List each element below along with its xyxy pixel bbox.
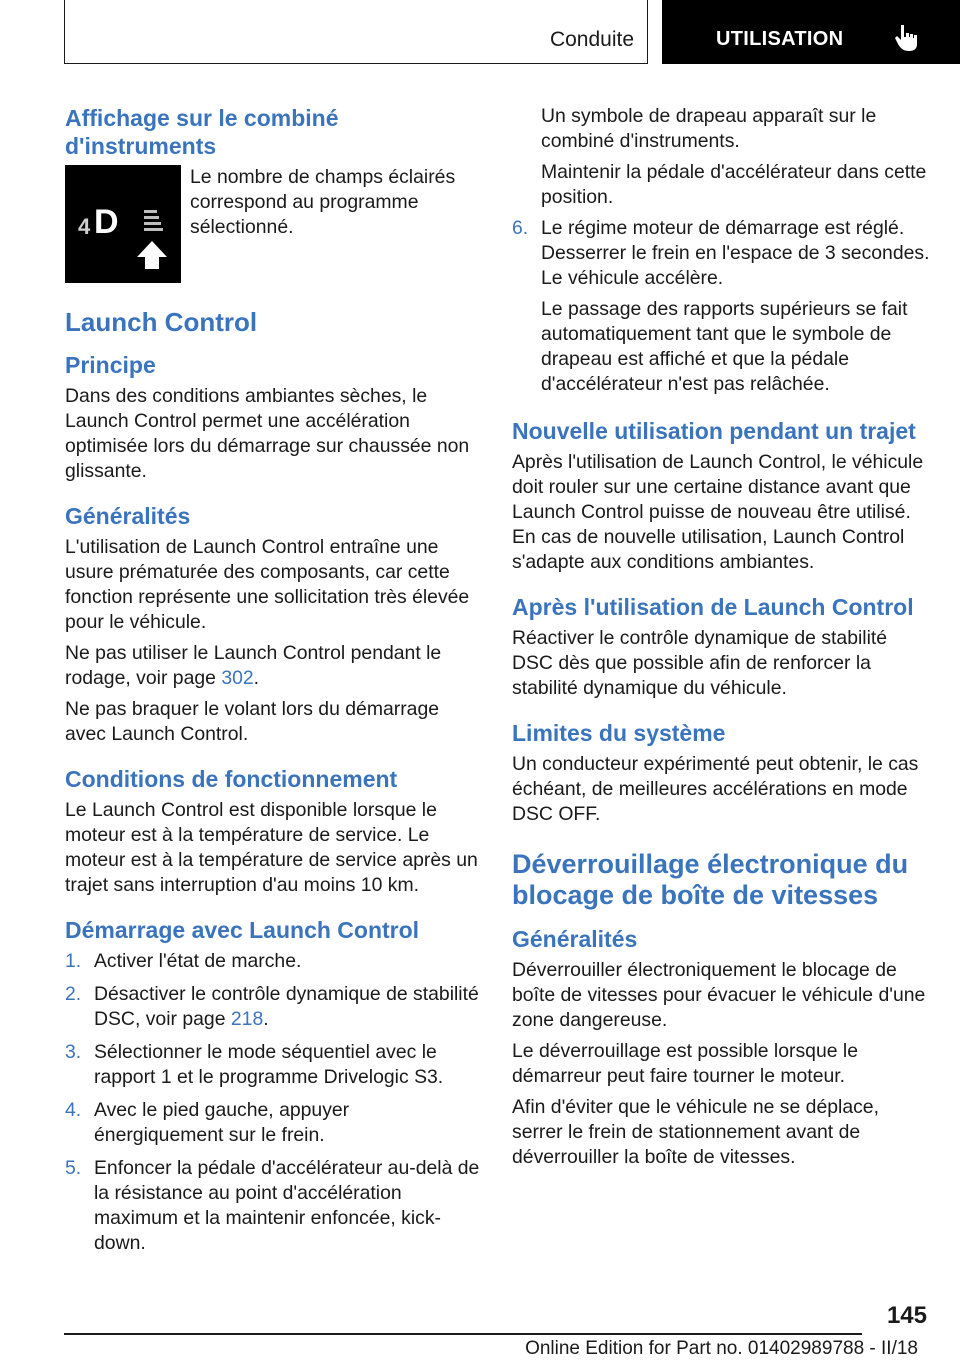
principe-text: Dans des conditions ambiantes sèches, le Launch Control permet une accélération optimisée lors du démarrage sur chaussée non glissante. (65, 385, 470, 482)
step5-continuation-1: Un symbole de drapeau apparaît sur le combiné d'instruments. (541, 105, 877, 152)
deverrouillage-p2: Le déverrouillage est possible lorsque le démarreur peut faire tourner le moteur. (512, 1040, 859, 1087)
heading-deverrouillage: Déverrouillage électronique du blocage de boîte de vitesses (512, 849, 909, 910)
step-item: 2. Désactiver le contrôle dynamique de stabilité DSC, voir page 218. (65, 983, 479, 1030)
step-item: 6. Le régime moteur de démarrage est réglé. Desserrer le frein en l'espace de 3 secondes. Le véhicule accélère. Le passage des rapports supérieurs se fait automatiquement tant que le symbole de drapeau est affiché et que la pédale d'accélérateur n'est pas relâchée. (512, 217, 930, 395)
heading-limites: Limites du système (512, 720, 726, 746)
page-link-218[interactable]: 218 (230, 1008, 264, 1030)
heading-generalites-2: Généralités (512, 926, 638, 952)
edition-note: Online Edition for Part no. 01402989788 - II/18 (525, 1338, 918, 1359)
display-figure-block (65, 165, 480, 283)
step-item: 3. Sélectionner le mode séquentiel avec le rapport 1 et le programme Drivelogic S3. (65, 1041, 444, 1088)
page-number: 145 (886, 1302, 927, 1329)
generalites-p3: Ne pas braquer le volant lors du démarrage avec Launch Control. (65, 698, 440, 745)
instrument-display-image (65, 165, 181, 283)
generalites-p2: Ne pas utiliser le Launch Control pendant le rodage, voir page 302. (65, 642, 442, 689)
apres-text: Réactiver le contrôle dynamique de stabilité DSC dès que possible afin de renforcer la stabilité dynamique du véhicule. (512, 627, 888, 699)
heading-launch-control: Launch Control (65, 307, 258, 337)
steps-list-continued (512, 216, 930, 397)
right-column (512, 104, 930, 1176)
deverrouillage-p3: Afin d'éviter que le véhicule ne se déplace, serrer le frein de stationnement avant de déverrouiller la boîte de vitesses. (512, 1096, 879, 1168)
hand-pointer-icon (892, 22, 924, 54)
drive-mode: D (94, 203, 119, 241)
heading-generalites: Généralités (65, 503, 191, 529)
heading-conditions: Conditions de fonctionnement (65, 766, 398, 792)
deverrouillage-p1: Déverrouiller électroniquement le blocage de boîte de vitesses pour évacuer le véhicule d'une zone dangereuse. (512, 959, 926, 1031)
step6-sub: Le passage des rapports supérieurs se fait automatiquement tant que le symbole de drapeau est affiché et que la pédale d'accélérateur n'est pas relâchée. (541, 298, 908, 395)
program-bars-icon (144, 210, 163, 231)
left-column (65, 98, 480, 1264)
chapter-tab-label: UTILISATION (716, 28, 844, 50)
generalites-p1: L'utilisation de Launch Control entraîne une usure prématurée des composants, car cette fonction représente une sollicitation très élevée pour le véhicule. (65, 536, 470, 633)
chapter-tab[interactable] (662, 0, 960, 64)
nouvelle-text: Après l'utilisation de Launch Control, le véhicule doit rouler sur une certaine distance avant que Launch Control puisse de nouveau être utilisé. En cas de nouvelle utilisation, Launch Control s'adapte aux conditions ambiantes. (512, 451, 924, 573)
steps-list (65, 949, 480, 1256)
step5-continuation-2: Maintenir la pédale d'accélérateur dans cette position. (541, 161, 927, 208)
conditions-text: Le Launch Control est disponible lorsque le moteur est à la température de service. Le moteur est à la température de service après un trajet sans interruption d'au moins 10 km. (65, 799, 478, 896)
heading-demarrage: Démarrage avec Launch Control (65, 917, 420, 943)
limites-text: Un conducteur expérimenté peut obtenir, le cas échéant, de meilleures accélérations en mode DSC OFF. (512, 753, 919, 825)
display-description: Le nombre de champs éclairés correspond au programme sélectionné. (190, 166, 456, 238)
heading-apres-utilisation: Après l'utilisation de Launch Control (512, 594, 914, 620)
step-item: 1. Activer l'état de marche. (65, 950, 302, 972)
heading-nouvelle-utilisation: Nouvelle utilisation pendant un trajet (512, 418, 916, 444)
heading-principe: Principe (65, 352, 156, 378)
gear-number: 4 (78, 214, 91, 239)
step-item: 4. Avec le pied gauche, appuyer énergiquement sur le frein. (65, 1099, 350, 1146)
heading-display: Affichage sur le combiné d'instruments (65, 105, 339, 159)
section-title: Conduite (549, 28, 634, 51)
upshift-arrow-icon (137, 241, 167, 269)
footer-divider (64, 1333, 862, 1335)
step-item: 5. Enfoncer la pédale d'accélérateur au-delà de la résistance au point d'accélération maximum et la maintenir enfoncée, kick-down. (65, 1157, 480, 1254)
page-link-302[interactable]: 302 (221, 667, 254, 689)
